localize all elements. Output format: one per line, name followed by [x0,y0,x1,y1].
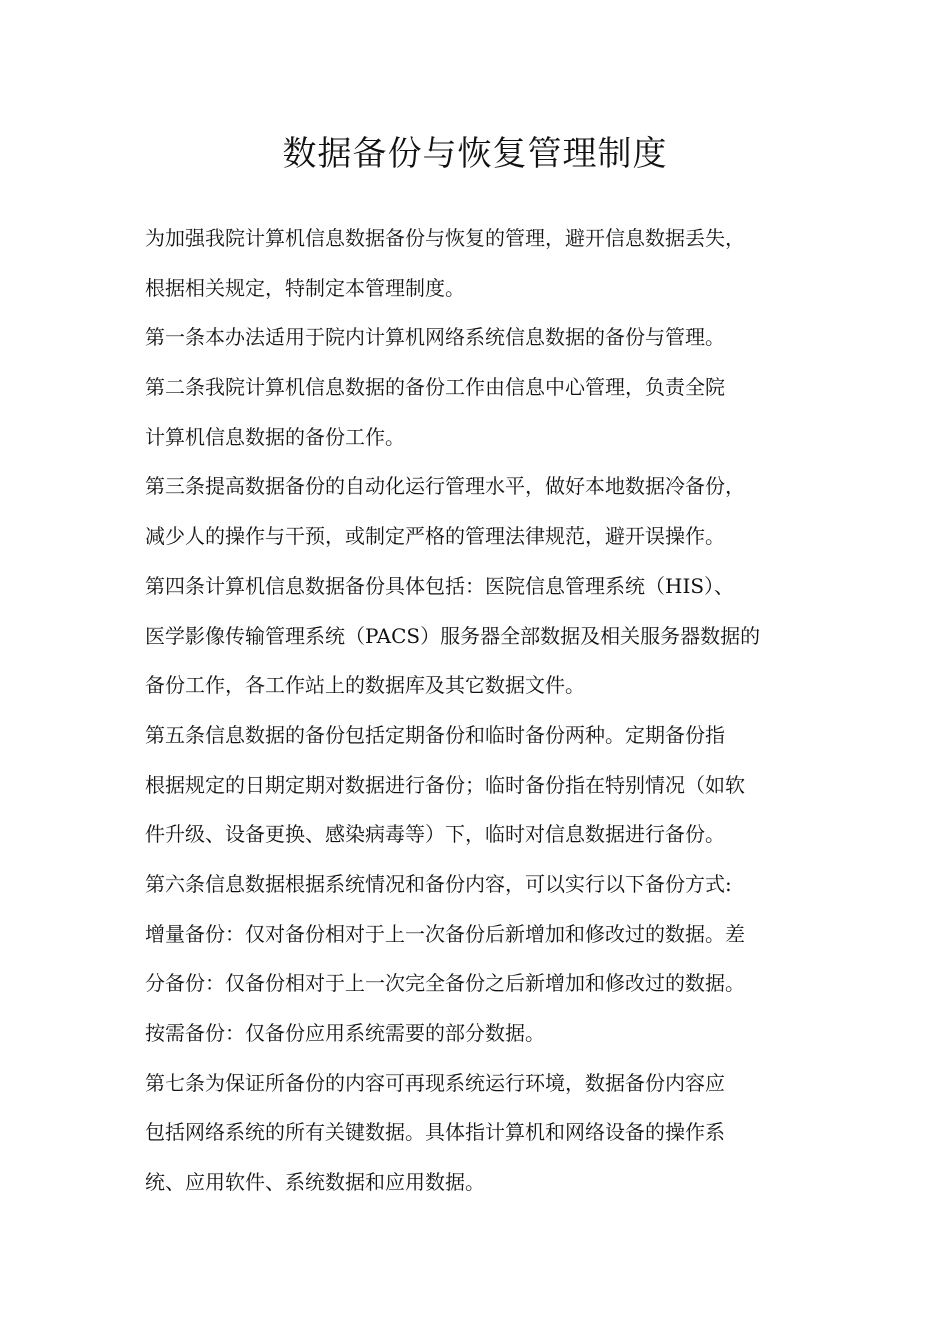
body-line: 第六条信息数据根据系统情况和备份内容，可以实行以下备份方式: [145,871,732,896]
body-line: 根据规定的日期定期对数据进行备份；临时备份指在特别情况（如软 [145,772,745,797]
body-line: 第一条本办法适用于院内计算机网络系统信息数据的备份与管理。 [145,325,725,350]
body-line: 统、应用软件、系统数据和应用数据。 [145,1170,485,1195]
body-line: 第五条信息数据的备份包括定期备份和临时备份两种。定期备份指 [145,722,725,747]
body-line: 根据相关规定，特制定本管理制度。 [145,275,465,300]
body-line: 第三条提高数据备份的自动化运行管理水平，做好本地数据冷备份， [145,474,745,499]
body-line: 计算机信息数据的备份工作。 [145,424,405,449]
body-line: 分备份：仅备份相对于上一次完全备份之后新增加和修改过的数据。 [145,971,745,996]
body-line: 包括网络系统的所有关键数据。具体指计算机和网络设备的操作系 [145,1120,725,1145]
body-line: 为加强我院计算机信息数据备份与恢复的管理，避开信息数据丢失， [145,226,745,250]
body-line: 按需备份：仅备份应用系统需要的部分数据。 [145,1021,545,1045]
document-body [145,214,805,1208]
document-title: 数据备份与恢复管理制度 [282,134,668,174]
body-line: 增量备份：仅对备份相对于上一次备份后新增加和修改过的数据。差 [145,921,745,946]
body-line: 备份工作，各工作站上的数据库及其它数据文件。 [145,673,585,698]
body-line: 医学影像传输管理系统（PACS）服务器全部数据及相关服务器数据的 [145,623,761,648]
body-line: 第四条计算机信息数据备份具体包括：医院信息管理系统（HIS）、 [145,573,735,598]
body-line: 第七条为保证所备份的内容可再现系统运行环境，数据备份内容应 [145,1070,725,1095]
body-line: 减少人的操作与干预，或制定严格的管理法律规范，避开误操作。 [145,524,725,549]
body-line: 件升级、设备更换、感染病毒等）下，临时对信息数据进行备份。 [145,822,725,847]
body-line: 第二条我院计算机信息数据的备份工作由信息中心管理，负责全院 [145,375,725,400]
